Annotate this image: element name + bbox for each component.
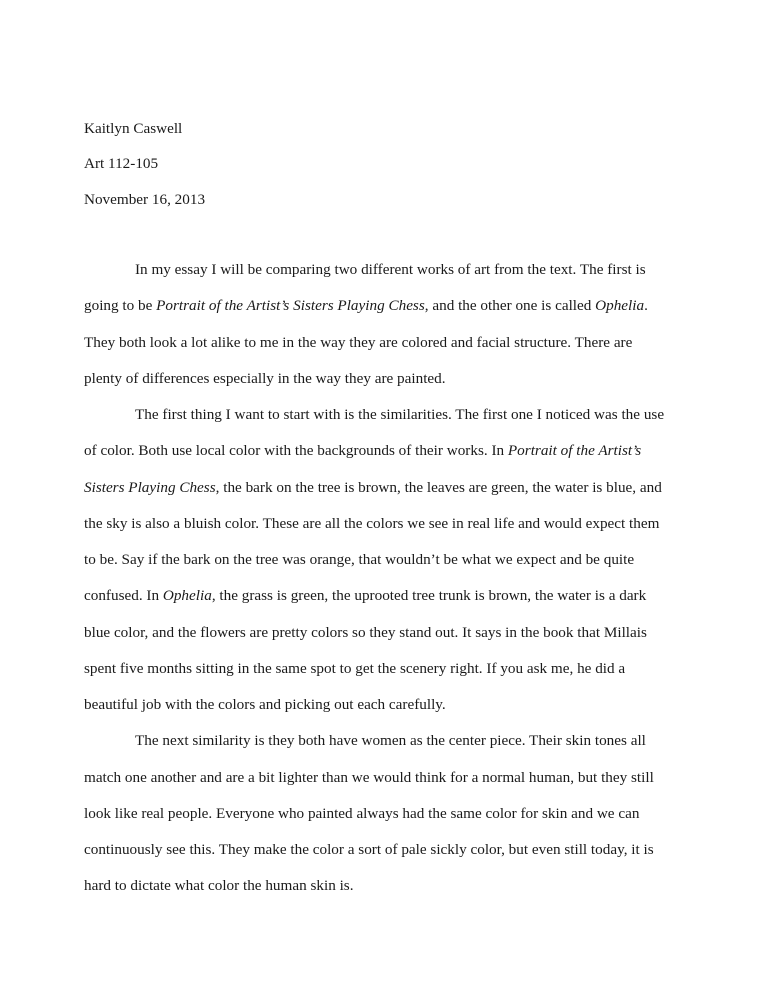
text-line: The next similarity is they both have women as the center piece. Their skin tones all [135,732,646,750]
text-line: hard to dictate what color the human skin is. [84,877,354,895]
text-line: going to be Portrait of the Artist’s Sisters Playing Chess, and the other one is called Ophelia. [84,297,648,315]
text-line: The first thing I want to start with is the similarities. The first one I noticed was the use [135,406,665,423]
essay-date: November 16, 2013 [84,191,206,208]
text-line: They both look a lot alike to me in the way they are colored and facial structure. There are [84,333,633,351]
text-line: the sky is also a bluish color. These are all the colors we see in real life and would expect them [84,514,660,532]
text-line: to be. Say if the bark on the tree was orange, that wouldn’t be what we expect and be quite [84,551,635,568]
artwork-title: Portrait of the Artist’s [507,442,642,460]
paragraph-2 [84,406,694,732]
artwork-title: Sisters Playing Chess [84,478,216,496]
text-line: look like real people. Everyone who painted always had the same color for skin and we can [84,804,640,822]
paragraph-1 [84,261,694,406]
text-line: plenty of differences especially in the way they are painted. [84,369,446,387]
paragraph-3 [84,732,694,913]
artwork-title: Ophelia [595,297,645,315]
text-line: confused. In Ophelia, the grass is green, the uprooted tree trunk is brown, the water is a dark [84,587,647,605]
text-line: beautiful job with the colors and picking out each carefully. [84,696,446,713]
author-name: Kaitlyn Caswell [84,120,183,137]
artwork-title: Ophelia [162,587,212,605]
text-line: of color. Both use local color with the backgrounds of their works. In Portrait of the Artist’s [84,442,642,460]
text-line: spent five months sitting in the same spot to get the scenery right. If you ask me, he did a [84,659,626,677]
text-line: blue color, and the flowers are pretty colors so they stand out. It says in the book that Millais [84,623,647,641]
text-line: continuously see this. They make the color a sort of pale sickly color, but even still today, it is [84,841,654,858]
text-line: Sisters Playing Chess, the bark on the tree is brown, the leaves are green, the water is blue, and [84,478,662,496]
artwork-title: Portrait of the Artist’s Sisters Playing Chess [156,297,425,315]
text-line: match one another and are a bit lighter than we would think for a normal human, but they still [84,768,654,786]
text-line: In my essay I will be comparing two different works of art from the text. The first is [135,261,646,278]
essay-body [84,261,694,914]
course-code: Art 112-105 [84,155,159,172]
